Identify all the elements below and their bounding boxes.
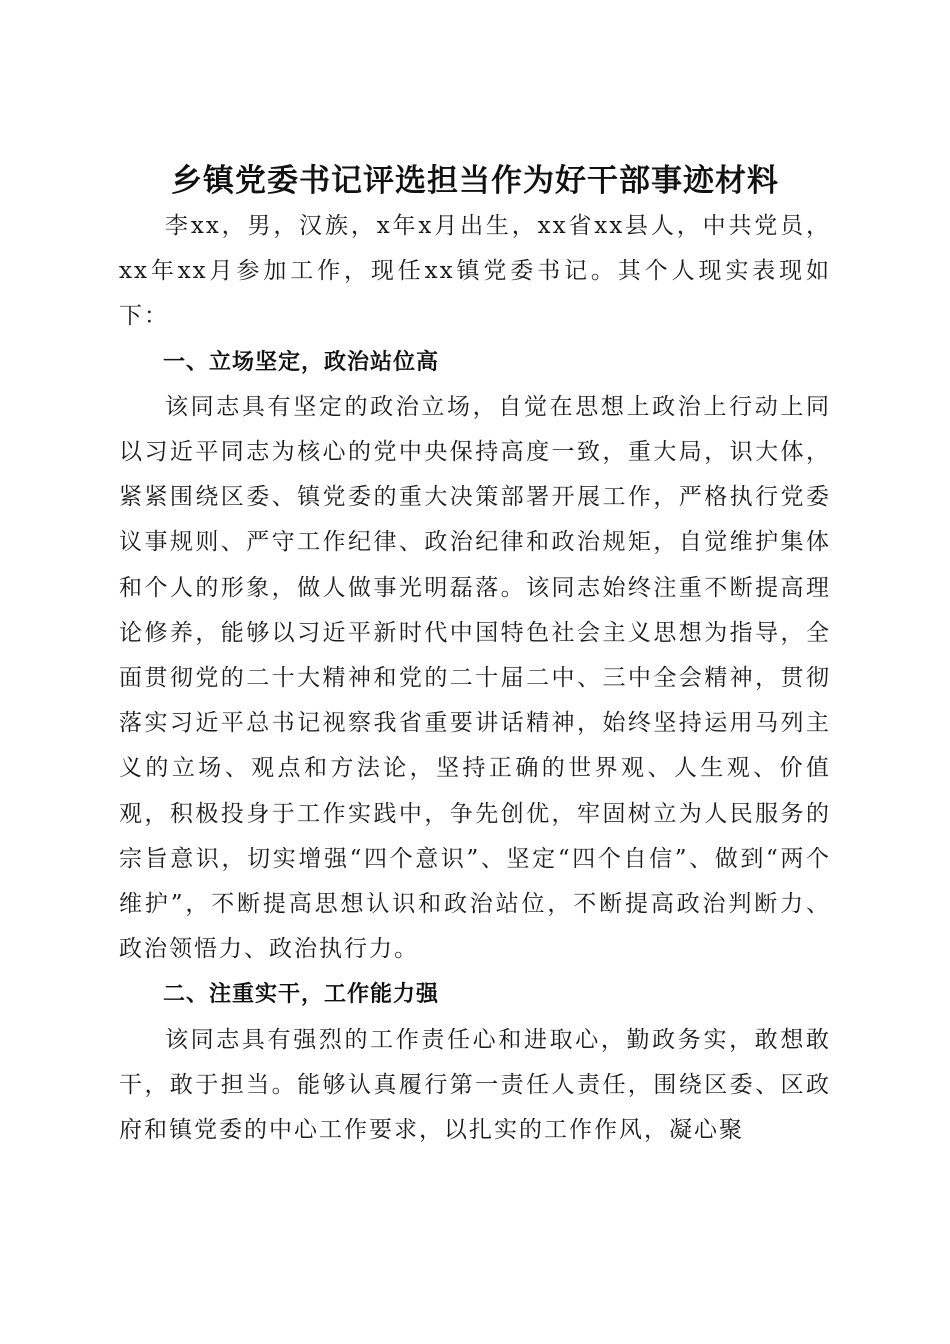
section-heading-2: 二、注重实干，工作能力强 bbox=[163, 982, 440, 1008]
document-title: 乡镇党委书记评选担当作为好干部事迹材料 bbox=[171, 162, 779, 199]
intro-paragraph: 李xx，男，汉族，x年x月出生，xx省xx县人，中共党员，xx年xx月参加工作，现任xx镇党委书记。其个人现实表现如下： bbox=[119, 213, 831, 330]
section-paragraph-2: 该同志具有强烈的工作责任心和进取心，勤政务实，敢想敢干，敢于担当。能够认真履行第一责任人责任，围绕区委、区政府和镇党委的中心工作要求，以扎实的工作作风，凝心聚 bbox=[119, 1026, 831, 1144]
section-paragraph-1: 该同志具有坚定的政治立场，自觉在思想上政治上行动上同以习近平同志为核心的党中央保持高度一致，重大局，识大体，紧紧围绕区委、镇党委的重大决策部署开展工作，严格执行党委议事规则、严守工作纪律、政治纪律和政治规矩，自觉维护集体和个人的形象，做人做事光明磊落。该同志始终注重不断提高理论修养，能够以习近平新时代中国特色社会主义思想为指导，全面贯彻党的二十大精神和党的二十届二中、三中全会精神，贯彻落实习近平总书记视察我省重要讲话精神，始终坚持运用马列主义的立场、观点和方法论，坚持正确的世界观、人生观、价值观，积极投身于工作实践中，争先创优，牢固树立为人民服务的宗旨意识，切实增强“四个意识”、坚定“四个自信”、做到“两个维护”，不断提高思想认识和政治站位，不断提高政治判断力、政治领悟力、政治执行力。 bbox=[119, 393, 831, 963]
document-body bbox=[119, 204, 831, 1153]
section-heading-1: 一、立场坚定，政治站位高 bbox=[163, 349, 440, 375]
